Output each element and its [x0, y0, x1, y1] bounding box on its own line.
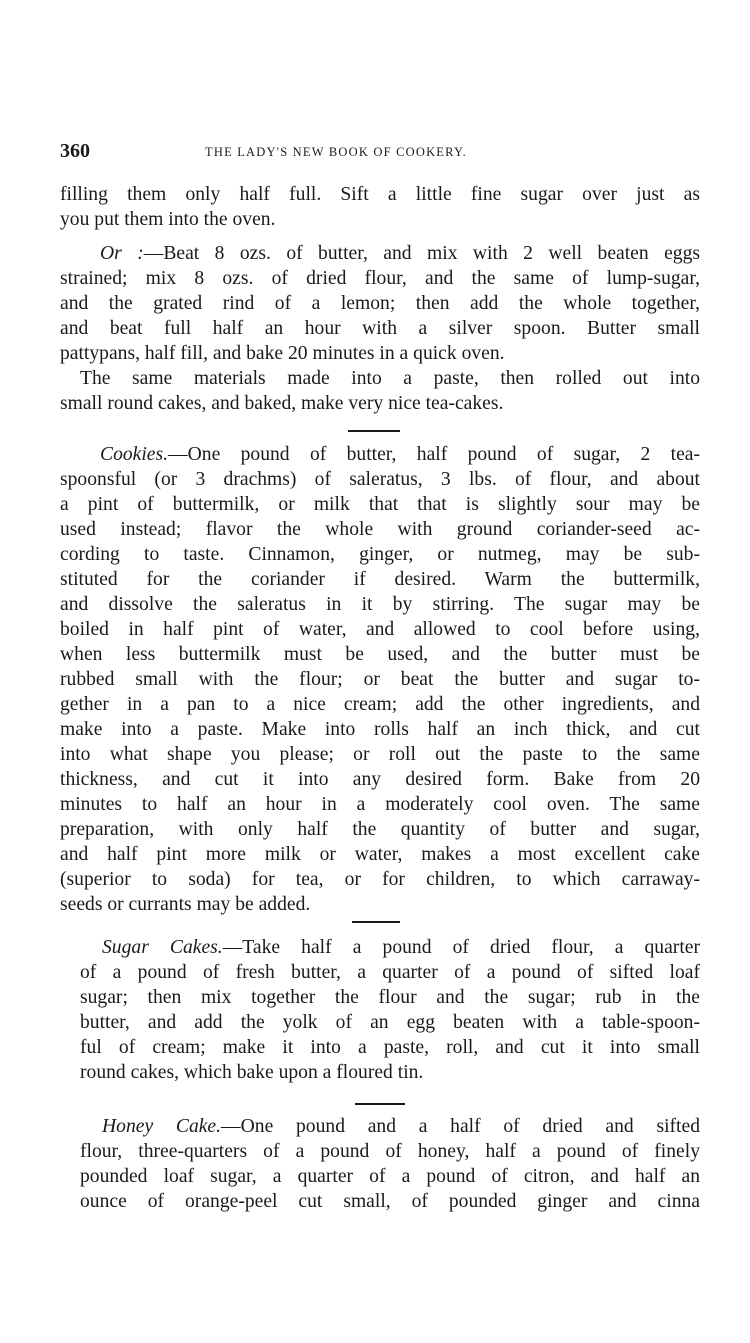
- recipe-cookies: [60, 442, 700, 917]
- text-line-rest: —Beat 8 ozs. of butter, and mix with 2 well beaten eggs: [143, 243, 701, 264]
- running-head: THE LADY'S NEW BOOK OF COOKERY.: [205, 145, 467, 159]
- recipe-sugar-cakes: [80, 935, 700, 1085]
- text-line: sugar; then mix together the flour and the sugar; rub in the: [80, 987, 700, 1008]
- text-line: flour, three-quarters of a pound of honey, half a pound of finely: [80, 1141, 700, 1162]
- section-divider: [355, 1103, 405, 1105]
- text-line: and the grated rind of a lemon; then add the whole together,: [60, 293, 700, 314]
- section-divider: [352, 921, 400, 923]
- text-line: rubbed small with the flour; or beat the butter and sugar to-: [60, 669, 700, 690]
- text-line: and beat full half an hour with a silver spoon. Butter small: [60, 318, 700, 339]
- text-line: gether in a pan to a nice cream; add the other ingredients, and: [60, 694, 700, 715]
- text-line: pattypans, half fill, and bake 20 minutes in a quick oven.: [60, 343, 505, 364]
- text-line: stituted for the coriander if desired. Warm the buttermilk,: [60, 569, 700, 590]
- text-line: round cakes, which bake upon a floured tin.: [80, 1062, 424, 1083]
- text-line: small round cakes, and baked, make very nice tea-cakes.: [60, 393, 504, 414]
- recipe-title: Cookies.: [100, 444, 169, 465]
- text-line: minutes to half an hour in a moderately cool oven. The same: [60, 794, 700, 815]
- paragraph-continuation: [60, 182, 700, 232]
- text-line: [60, 442, 700, 467]
- recipe-honey-cake: [80, 1114, 700, 1214]
- text-line: filling them only half full. Sift a little fine sugar over just as: [60, 184, 700, 205]
- text-line-rest: —One pound and a half of dried and sifted: [221, 1116, 700, 1137]
- text-line: [60, 241, 700, 266]
- paragraph-lead: Or :: [100, 243, 144, 264]
- text-line: boiled in half pint of water, and allowed to cool before using,: [60, 619, 700, 640]
- text-line: seeds or currants may be added.: [60, 894, 311, 915]
- text-line: ounce of orange-peel cut small, of pounded ginger and cinna: [80, 1191, 700, 1212]
- text-line: pounded loaf sugar, a quarter of a pound of citron, and half an: [80, 1166, 700, 1187]
- text-line: spoonsful (or 3 drachms) of saleratus, 3 lbs. of flour, and about: [60, 469, 700, 490]
- text-line: thickness, and cut it into any desired form. Bake from 20: [60, 769, 700, 790]
- text-line: make into a paste. Make into rolls half an inch thick, and cut: [60, 719, 700, 740]
- text-line-rest: —One pound of butter, half pound of sugar, 2 tea-: [168, 444, 700, 465]
- text-line: [80, 935, 700, 960]
- text-line: you put them into the oven.: [60, 209, 276, 230]
- text-line-rest: —Take half a pound of dried flour, a quarter: [222, 937, 700, 958]
- text-line: (superior to soda) for tea, or for children, to which carraway-: [60, 869, 700, 890]
- text-line: when less buttermilk must be used, and the butter must be: [60, 644, 700, 665]
- text-line: and half pint more milk or water, makes a most excellent cake: [60, 844, 700, 865]
- text-line: [80, 1114, 700, 1139]
- section-divider: [348, 430, 400, 432]
- text-line: of a pound of fresh butter, a quarter of a pound of sifted loaf: [80, 962, 700, 983]
- text-line: preparation, with only half the quantity of butter and sugar,: [60, 819, 700, 840]
- text-line: strained; mix 8 ozs. of dried flour, and the same of lump-sugar,: [60, 268, 700, 289]
- text-line: butter, and add the yolk of an egg beaten with a table-spoon-: [80, 1012, 700, 1033]
- page-header: [60, 140, 700, 168]
- text-line: and dissolve the saleratus in it by stirring. The sugar may be: [60, 594, 700, 615]
- page-number: 360: [60, 140, 90, 162]
- text-line: into what shape you please; or roll out the paste to the same: [60, 744, 700, 765]
- text-line: ful of cream; make it into a paste, roll, and cut it into small: [80, 1037, 700, 1058]
- recipe-title: Honey Cake.: [102, 1116, 222, 1137]
- paragraph-tea-cakes: [60, 366, 700, 416]
- text-line: cording to taste. Cinnamon, ginger, or nutmeg, may be sub-: [60, 544, 700, 565]
- text-line: The same materials made into a paste, then rolled out into: [80, 368, 700, 389]
- paragraph-or-variant: [60, 241, 700, 366]
- recipe-title: Sugar Cakes.: [102, 937, 223, 958]
- text-line: a pint of buttermilk, or milk that that is slightly sour may be: [60, 494, 700, 515]
- text-line: used instead; flavor the whole with ground coriander-seed ac-: [60, 519, 700, 540]
